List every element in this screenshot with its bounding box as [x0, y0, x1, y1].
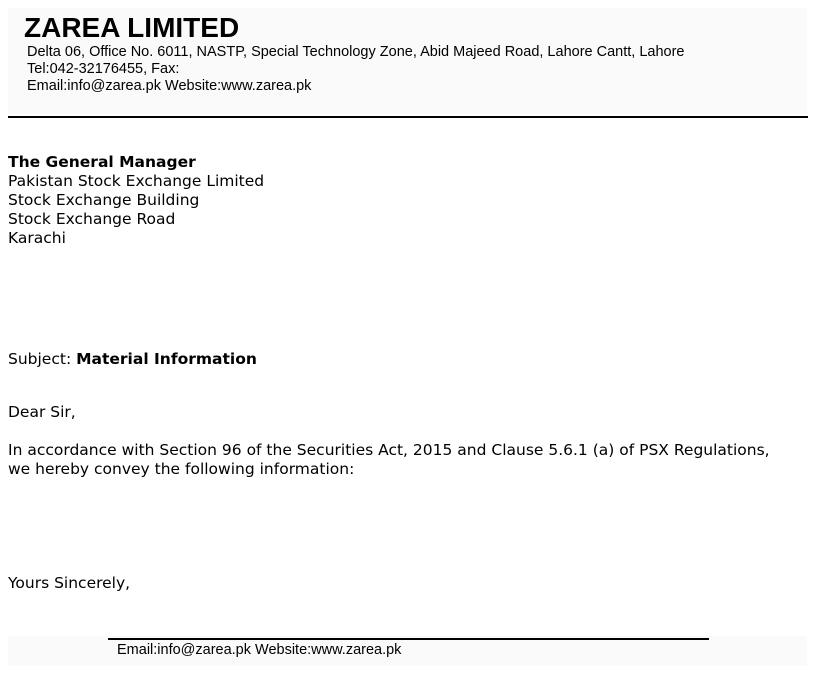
company-tel-fax: Tel:042-32176455, Fax: [27, 61, 180, 77]
company-name: ZAREA LIMITED [24, 12, 240, 43]
subject-label: Subject: [8, 350, 72, 368]
recipient-line: Stock Exchange Building [8, 191, 200, 209]
company-address: Delta 06, Office No. 6011, NASTP, Special Technology Zone, Abid Majeed Road, Lahore Cantt, Lahore [27, 44, 685, 60]
subject-text: Material Information [76, 350, 257, 368]
footer-divider [108, 638, 709, 640]
footer-email-website: Email:info@zarea.pk Website:www.zarea.pk [117, 642, 402, 658]
header-divider [8, 116, 808, 118]
recipient-line: Stock Exchange Road [8, 210, 176, 228]
closing: Yours Sincerely, [8, 574, 131, 592]
recipient-line: Pakistan Stock Exchange Limited [8, 172, 265, 190]
body-paragraph-line: In accordance with Section 96 of the Securities Act, 2015 and Clause 5.6.1 (a) of PSX Regulations, [8, 441, 770, 459]
company-email-website: Email:info@zarea.pk Website:www.zarea.pk [27, 78, 312, 94]
recipient-line: Karachi [8, 229, 66, 247]
subject-line [8, 350, 257, 369]
body-paragraph-line: we hereby convey the following information: [8, 460, 355, 478]
recipient-title: The General Manager [8, 153, 196, 171]
salutation: Dear Sir, [8, 403, 76, 421]
